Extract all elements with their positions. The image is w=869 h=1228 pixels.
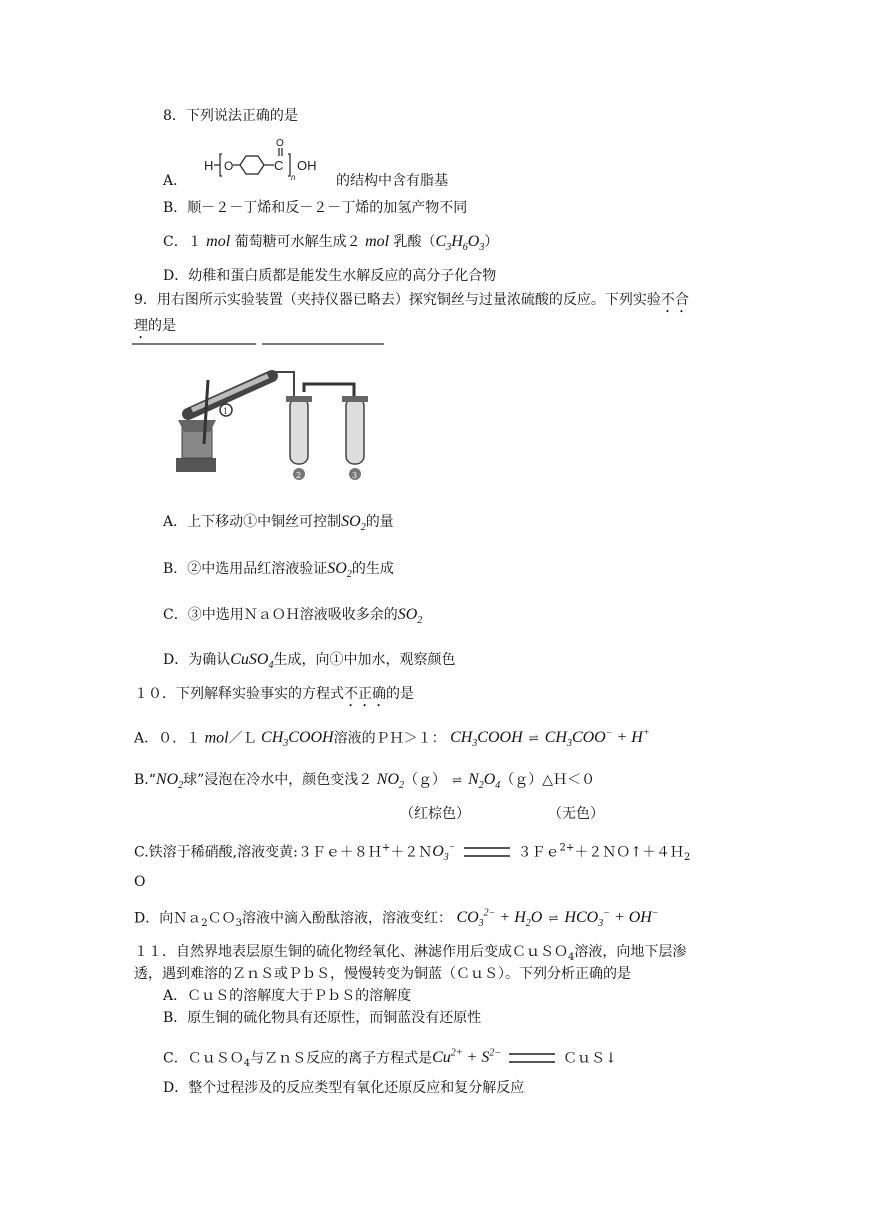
acetic-acid-formula: $CH_3COOH$ (450, 729, 523, 750)
svg-text:O: O (276, 138, 284, 149)
q9-d-post: 生成，向①中加水，观察颜色 (273, 652, 456, 668)
svg-text:n: n (291, 173, 296, 182)
q10-d-post: 溶液中滴入酚酞溶液，溶液变红： (241, 910, 452, 927)
q8-a-prefix: A． (163, 173, 188, 189)
svg-text:H: H (204, 158, 214, 173)
equilibrium-arrow-icon: ⇌ (452, 773, 463, 787)
no2-formula: $NO_2$ (155, 771, 184, 792)
q9-b-pre: B．②中选用品红溶液验证 (163, 561, 328, 577)
q9-c-pre: C．③中选用ＮａＯＨ溶液吸收多余的 (163, 607, 398, 623)
q10-stem-pre: １０．下列解释实验事实的方程式 (134, 686, 344, 702)
q9-stem-emph2: 理 (134, 318, 148, 334)
q10-a-pre: A．０．１ (134, 730, 201, 747)
q11-option-a: A．ＣｕＳ的溶解度大于ＰｂＳ的溶解度 (163, 988, 412, 1004)
q8-c-mid: 葡萄糖可水解生成２ (234, 234, 361, 250)
q8-a-text: 的结构中含有脂基 (336, 173, 448, 189)
so2-formula: $SO_2$ (341, 513, 366, 534)
no2-formula: $NO_2$ (376, 771, 404, 792)
q9-option-d (163, 650, 455, 676)
q10-stem-emph: 不正确 (344, 686, 386, 702)
q9-b-post: 的生成 (351, 561, 394, 577)
lactic-acid-formula: $C_3H_6O_3$ (435, 233, 485, 254)
so2-formula: $SO_2$ (397, 606, 423, 627)
q10-option-a (134, 724, 650, 755)
q9-stem-emph: 不合 (660, 292, 689, 308)
experiment-apparatus-image (132, 340, 386, 480)
q10-option-b (134, 770, 595, 796)
q9-d-pre: D．为确认 (163, 652, 231, 668)
q10-option-d: D．向Ｎａ$_2$ＣＯ$_3$溶液中滴入酚酞溶液，溶液变红： $CO_3^{2-} + H_2O$ ⇌ $HCO_3^- + OH^-$ (134, 908, 659, 930)
q10-c-wrap: O (134, 874, 146, 890)
cu-s-ion-formula: $Cu^{2+} + S^{2-}$ (432, 1048, 502, 1067)
q11-option-b: B．原生铜的硫化物具有还原性，而铜蓝没有还原性 (163, 1010, 482, 1026)
q9-a-pre: A．上下移动①中铜丝可控制 (163, 514, 342, 530)
q10-stem (134, 684, 414, 710)
q8-option-b: B．顺－２－丁烯和反－２－丁烯的加氢产物不同 (163, 200, 468, 216)
q9-stem-text2: 的是 (148, 318, 176, 334)
acetic-acid-formula: $CH_3COOH$ (261, 729, 334, 750)
q9-option-c (163, 605, 422, 631)
q11-option-c: C．ＣｕＳＯ$_4$与ＺｎＳ反应的离子方程式是$Cu^{2+} + S^{2-}$ ＣｕＳ↓ (163, 1048, 617, 1070)
q10-a-unit: mol (204, 729, 229, 747)
q10-b-mid: 球”浸泡在冷水中，颜色变浅２ (183, 772, 373, 788)
q10-c-tail: ＋２ＮＯ↑＋４Ｈ (574, 844, 685, 861)
q8-option-c (163, 232, 498, 258)
q8-c-mol2: mol (365, 233, 390, 250)
acetate-ion-formula: $CH_3COO^- + H^+$ (544, 728, 650, 750)
equals-sign-icon (509, 1053, 555, 1063)
q10-c-post: ３Ｆｅ (517, 844, 560, 861)
n2o4-formula: $N_2O_4$ (468, 771, 501, 792)
equilibrium-arrow-icon: ⇌ (548, 911, 559, 926)
equals-sign-icon (464, 847, 510, 857)
q10-c-mid: ＋２Ｎ (390, 844, 433, 861)
bicarbonate-formula: $HCO_3^- + OH^-$ (564, 908, 659, 930)
svg-text:OH: OH (297, 158, 317, 173)
svg-text:1: 1 (223, 407, 229, 416)
q10-a-mid: ／Ｌ (228, 730, 257, 747)
q10-c-pre: C.铁溶于稀硝酸,溶液变黄:３Ｆｅ＋８Ｈ (134, 844, 382, 861)
q10-b-note2: （无色） (548, 806, 604, 822)
q10-option-c: C.铁溶于稀硝酸,溶液变黄:３Ｆｅ＋８Ｈ+＋２ＮO$_3$− ３Ｆｅ$^{2+}$＋２ＮＯ↑＋４Ｈ$_2$ (134, 842, 691, 864)
q8-c-prefix: C．１ (163, 234, 202, 250)
q11-stem-line1: １１．自然界地表层原生铜的硫化物经氧化、淋滤作用后变成ＣｕＳＯ$_4$溶液，向地下层渗 (134, 944, 687, 963)
q8-c-mol1: mol (206, 233, 231, 250)
q9-option-b (163, 559, 394, 585)
so2-formula: $SO_2$ (327, 560, 352, 581)
q10-a-mid2: 溶液的ＰＨ＞１： (333, 730, 446, 747)
polyester-structure-image (200, 136, 336, 186)
q11-c-mid: 与ＺｎＳ反应的离子方程式是 (250, 1050, 433, 1067)
nitrate-ion-formula: $O_3^-$ (432, 842, 456, 864)
q9-stem-text: 9．用右图所示实验装置（夹持仪器已略去）探究铜丝与过量浓硫酸的反应。下列实验 (134, 292, 661, 308)
cuso4-formula: CuSO$_4$ (230, 651, 274, 672)
q8-option-a (163, 171, 187, 191)
svg-text:3: 3 (352, 471, 358, 480)
q10-b-note1: （红棕色） (400, 806, 470, 822)
carbonate-hydrolysis-formula: $CO_3^{2-} + H_2O$ (456, 908, 543, 930)
q10-b-g2: （ｇ）△Ｈ＜０ (500, 772, 596, 788)
q11-c-post: ＣｕＳ↓ (563, 1050, 617, 1067)
q9-a-post: 的量 (365, 514, 394, 530)
q11-stem-line1-tail: 溶液，向地下层渗 (574, 944, 687, 960)
q10-b-g1: （ｇ） (404, 772, 446, 788)
q11-stem-line2: 透，遇到难溶的ＺｎＳ或ＰｂＳ，慢慢转变为铜蓝（ＣｕＳ）。下列分析正确的是 (134, 966, 631, 982)
q10-d-pre: D．向Ｎａ (134, 910, 202, 927)
q8-option-d: D．幼稚和蛋白质都是能发生水解反应的高分子化合物 (163, 268, 497, 284)
q11-option-d: D．整个过程涉及的反应类型有氧化还原反应和复分解反应 (163, 1080, 525, 1096)
q8-c-tail: 乳酸（ (393, 234, 436, 250)
q8-c-close: ） (484, 234, 499, 250)
q11-c-pre: C．ＣｕＳＯ (163, 1050, 244, 1067)
svg-text:C: C (274, 158, 284, 173)
q11-stem-line1-text: １１．自然界地表层原生铜的硫化物经氧化、淋滤作用后变成ＣｕＳＯ (134, 944, 568, 960)
svg-text:2: 2 (296, 471, 302, 480)
svg-text:O: O (224, 159, 234, 173)
q9-stem-line1 (134, 290, 689, 316)
q10-b-pre: B.“ (134, 772, 156, 788)
q10-stem-post: 的是 (386, 686, 414, 702)
q10-d-mid: ＣＯ (207, 910, 236, 927)
equilibrium-arrow-icon: ⇌ (528, 731, 539, 746)
q8-stem: 8．下列说法正确的是 (163, 108, 298, 124)
q9-option-a (163, 512, 394, 538)
q9-stem-line2 (134, 316, 176, 342)
